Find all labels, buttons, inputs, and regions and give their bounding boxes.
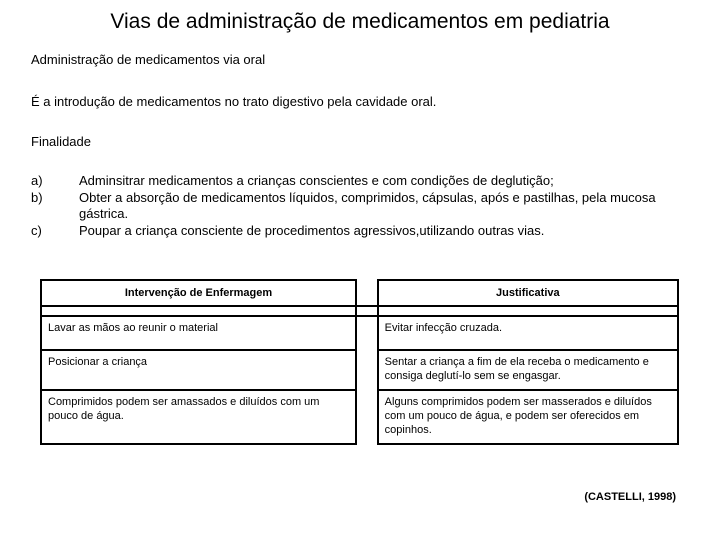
goal-text: Obter a absorção de medicamentos líquidos, comprimidos, cápsulas, após e pastilhas, pela mucosa gástrica. bbox=[79, 189, 656, 221]
goal-text: Adminsitrar medicamentos a crianças conscientes e com condições de deglutição; bbox=[79, 173, 554, 188]
goal-marker: a) bbox=[31, 173, 43, 188]
table-row bbox=[41, 316, 678, 350]
goal-item bbox=[31, 190, 671, 223]
goal-marker: c) bbox=[31, 222, 42, 238]
table-row bbox=[41, 390, 678, 444]
cell-intervencao: Comprimidos podem ser amassados e diluídos com um pouco de água. bbox=[41, 390, 356, 444]
cell-justificativa: Alguns comprimidos podem ser masserados e diluídos com um pouco de água, e podem ser oferecidos em copinhos. bbox=[378, 390, 678, 444]
section-subtitle: Administração de medicamentos via oral bbox=[31, 52, 266, 67]
goal-item bbox=[31, 223, 671, 240]
goal-text: Poupar a criança consciente de procedimentos agressivos,utilizando outras vias. bbox=[79, 222, 545, 238]
table-header-row bbox=[41, 280, 678, 306]
citation: (CASTELLI, 1998) bbox=[584, 491, 676, 503]
nursing-intervention-table bbox=[40, 279, 679, 445]
goal-marker: b) bbox=[31, 189, 43, 205]
cell-intervencao: Lavar as mãos ao reunir o material bbox=[41, 316, 356, 350]
definition-text: É a introdução de medicamentos no trato digestivo pela cavidade oral. bbox=[31, 94, 437, 109]
cell-justificativa: Sentar a criança a fim de ela receba o medicamento e consiga deglutí-lo sem se engasgar. bbox=[378, 350, 678, 390]
cell-intervencao: Posicionar a criança bbox=[41, 350, 356, 390]
goal-item bbox=[31, 173, 671, 190]
cell-justificativa: Evitar infecção cruzada. bbox=[378, 316, 678, 350]
goals-list bbox=[31, 173, 671, 239]
page-title: Vias de administração de medicamentos em pediatria bbox=[110, 10, 610, 33]
header-intervencao: Intervenção de Enfermagem bbox=[41, 280, 356, 306]
finalidade-heading: Finalidade bbox=[31, 134, 91, 149]
table-row bbox=[41, 350, 678, 390]
header-justificativa: Justificativa bbox=[378, 280, 678, 306]
